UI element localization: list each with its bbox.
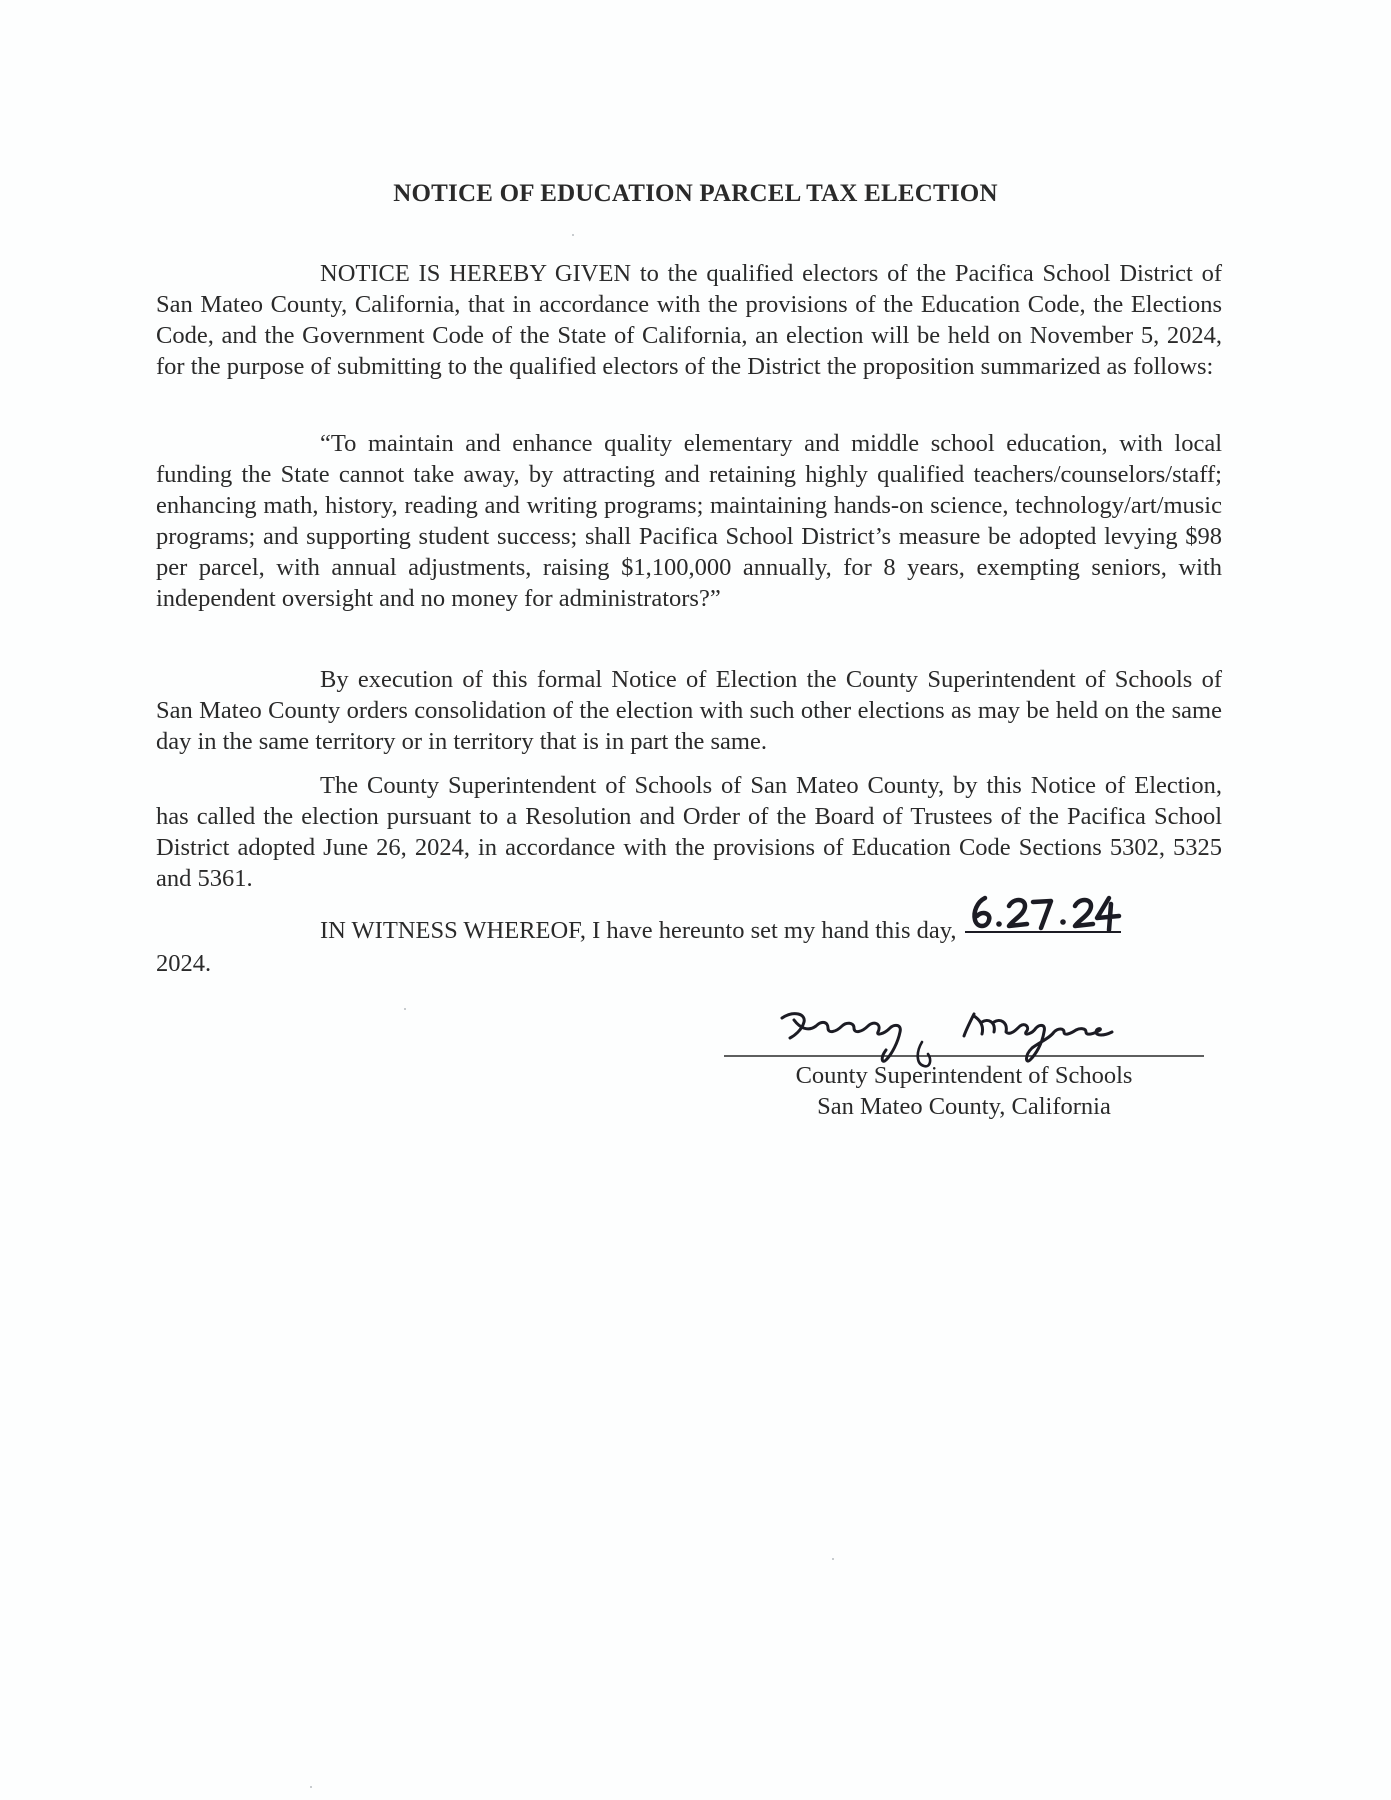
signatory-county: San Mateo County, California: [817, 1093, 1111, 1120]
scan-speck: [572, 234, 574, 236]
resolution-paragraph: The County Superintendent of Schools of San Mateo County, by this Notice of Election, has called the election pursuant to a Resolution and Order of the Board of Trustees of the Pacifica School District adopted June 26, 2024, in accordance with the provisions of Education Code Sections 5302, 5325 and 5361.: [156, 772, 1222, 892]
signatory-title: County Superintendent of Schools: [795, 1062, 1133, 1089]
handwritten-signature: [724, 998, 1204, 1068]
witness-text: IN WITNESS WHEREOF, I have hereunto set my hand this day,: [320, 917, 957, 944]
scan-speck: [832, 1558, 834, 1560]
witness-year: 2024.: [156, 950, 212, 977]
witness-paragraph: [156, 908, 1222, 979]
notice-title: NOTICE OF EDUCATION PARCEL TAX ELECTION: [393, 180, 998, 207]
scan-speck: [310, 1786, 312, 1788]
proposition-paragraph: “To maintain and enhance quality elementary and middle school education, with local funding the State cannot take away, by attracting and retaining highly qualified teachers/counselors/staff; enhancing math, history, reading and writing programs; maintaining hands-on science, technology/art/music programs; and supporting student success; shall Pacifica School District’s measure be adopted levying $98 per parcel, with annual adjustments, raising $1,100,000 annually, for 8 years, exempting seniors, with independent oversight and no money for administrators?”: [156, 430, 1222, 612]
scan-speck: [404, 1008, 406, 1010]
signature-block: [724, 998, 1204, 1128]
handwritten-date-drawing: [963, 890, 1123, 940]
notice-paragraph-1: NOTICE IS HEREBY GIVEN to the qualified electors of the Pacifica School District of San Mateo County, California, that in accordance with the provisions of the Education Code, the Elections Code, and the Government Code of the State of California, an election will be held on November 5, 2024, for the purpose of submitting to the qualified electors of the District the proposition summarized as follows:: [156, 260, 1222, 380]
consolidation-paragraph: By execution of this formal Notice of Election the County Superintendent of Schools of San Mateo County orders consolidation of the election with such other elections as may be held on the same day in the same territory or in territory that is in part the same.: [156, 666, 1222, 755]
handwritten-date-field: [963, 908, 1123, 938]
